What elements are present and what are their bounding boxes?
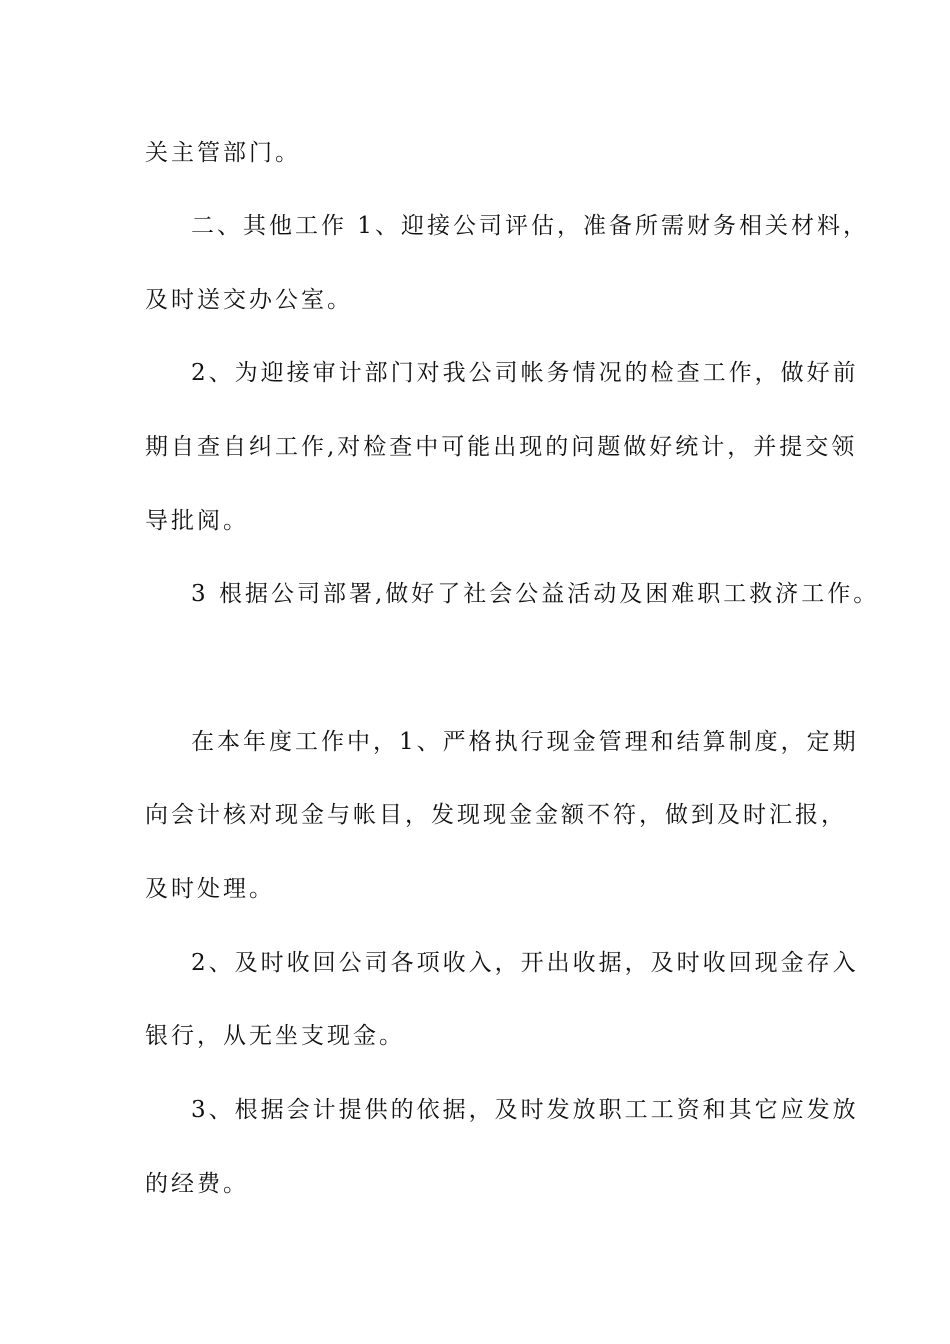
paragraph-income-collection: 2、及时收回公司各项收入，开出收据，及时收回现金存入: [191, 950, 859, 976]
paragraph-public-welfare: 3 根据公司部署,做好了社会公益活动及困难职工救济工作。: [191, 581, 880, 607]
paragraph-audit-prep: 2、为迎接审计部门对我公司帐务情况的检查工作，做好前: [191, 360, 859, 386]
text-line: 向会计核对现金与帐目，发现现金金额不符，做到及时汇报，: [145, 802, 847, 828]
text-line: 的经费。: [145, 1171, 249, 1197]
text-line: 及时处理。: [145, 876, 275, 902]
paragraph-salary-payment: 3、根据会计提供的依据，及时发放职工工资和其它应发放: [191, 1097, 859, 1123]
text-line: 关主管部门。: [145, 140, 301, 166]
paragraph-other-work: 二、其他工作 1、迎接公司评估，准备所需财务相关材料，: [191, 213, 869, 239]
paragraph-annual-work: 在本年度工作中，1、严格执行现金管理和结算制度，定期: [191, 729, 859, 755]
text-line: 银行，从无坐支现金。: [145, 1023, 405, 1049]
text-line: 及时送交办公室。: [145, 287, 353, 313]
text-line: 导批阅。: [145, 508, 249, 534]
text-line: 期自查自纠工作,对检查中可能出现的问题做好统计，并提交领: [145, 434, 858, 460]
